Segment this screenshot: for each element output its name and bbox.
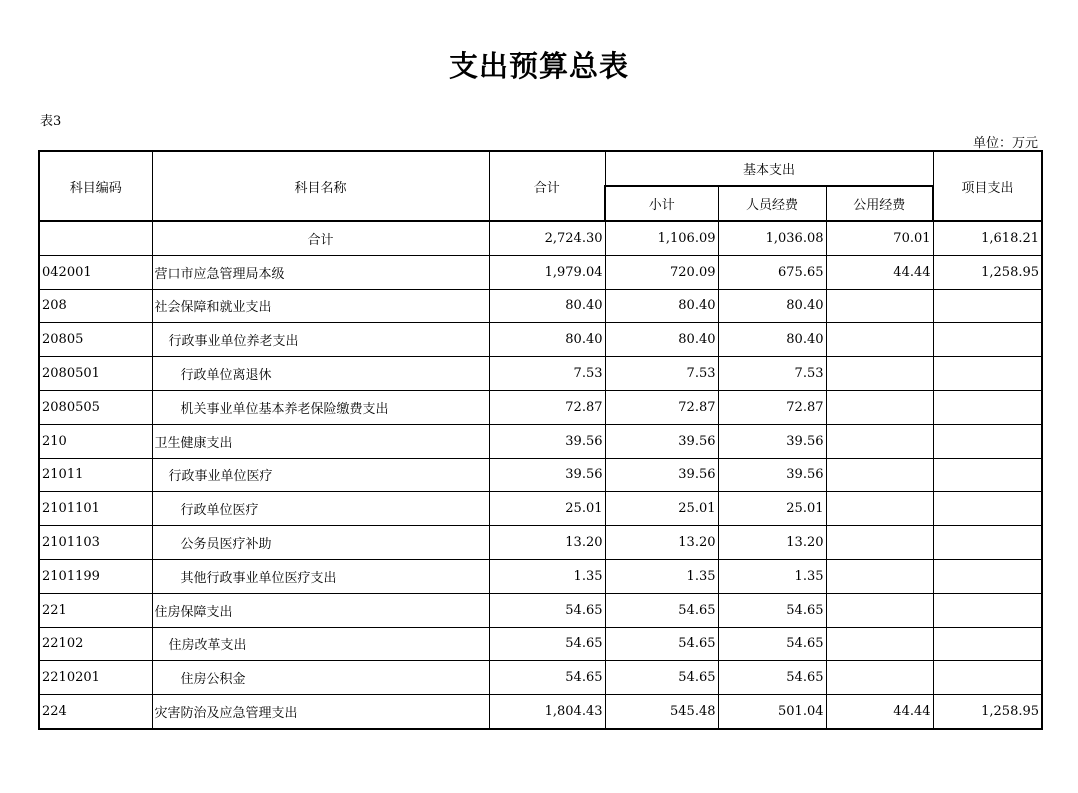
cell-code: 210 xyxy=(39,424,152,458)
table-row xyxy=(39,492,1042,526)
cell-personnel: 80.40 xyxy=(718,289,826,323)
table-row xyxy=(39,424,1042,458)
cell-public xyxy=(826,661,933,695)
table-row xyxy=(39,289,1042,323)
cell-project xyxy=(933,424,1042,458)
table-row xyxy=(39,559,1042,593)
cell-project xyxy=(933,627,1042,661)
cell-name: 公务员医疗补助 xyxy=(152,526,489,560)
cell-code: 22102 xyxy=(39,627,152,661)
table-row xyxy=(39,627,1042,661)
cell-code: 2101199 xyxy=(39,559,152,593)
table-row xyxy=(39,357,1042,391)
cell-name: 机关事业单位基本养老保险缴费支出 xyxy=(152,390,489,424)
cell-name: 其他行政事业单位医疗支出 xyxy=(152,559,489,593)
cell-total: 80.40 xyxy=(489,289,605,323)
cell-subtotal: 39.56 xyxy=(605,424,718,458)
cell-total: 7.53 xyxy=(489,357,605,391)
cell-total: 25.01 xyxy=(489,492,605,526)
cell-project xyxy=(933,458,1042,492)
cell-subtotal: 72.87 xyxy=(605,390,718,424)
header-project: 项目支出 xyxy=(933,151,1042,221)
header-public: 公用经费 xyxy=(826,186,933,221)
cell-personnel: 501.04 xyxy=(718,695,826,729)
cell-name: 卫生健康支出 xyxy=(152,424,489,458)
cell-project xyxy=(933,492,1042,526)
cell-public xyxy=(826,424,933,458)
cell-name: 营口市应急管理局本级 xyxy=(152,255,489,289)
cell-personnel: 54.65 xyxy=(718,593,826,627)
cell-name: 行政事业单位养老支出 xyxy=(152,323,489,357)
unit-label: 单位：万元 xyxy=(972,136,1038,151)
table-number: 表3 xyxy=(40,114,62,129)
table-body xyxy=(39,221,1042,729)
cell-public: 44.44 xyxy=(826,695,933,729)
cell-code: 042001 xyxy=(39,255,152,289)
cell-public xyxy=(826,526,933,560)
cell-personnel: 13.20 xyxy=(718,526,826,560)
header-total: 合计 xyxy=(489,151,605,221)
cell-subtotal: 1.35 xyxy=(605,559,718,593)
cell-total: 54.65 xyxy=(489,593,605,627)
cell-personnel: 72.87 xyxy=(718,390,826,424)
cell-public xyxy=(826,323,933,357)
cell-code: 2080505 xyxy=(39,390,152,424)
cell-project: 1,258.95 xyxy=(933,695,1042,729)
cell-personnel: 1,036.08 xyxy=(718,221,826,255)
cell-name: 社会保障和就业支出 xyxy=(152,289,489,323)
table-header xyxy=(39,151,1042,221)
cell-personnel: 54.65 xyxy=(718,661,826,695)
cell-subtotal: 25.01 xyxy=(605,492,718,526)
cell-public xyxy=(826,627,933,661)
cell-total: 80.40 xyxy=(489,323,605,357)
cell-project: 1,258.95 xyxy=(933,255,1042,289)
table-row xyxy=(39,458,1042,492)
cell-total: 1,804.43 xyxy=(489,695,605,729)
cell-code: 208 xyxy=(39,289,152,323)
table-row xyxy=(39,593,1042,627)
cell-code: 2080501 xyxy=(39,357,152,391)
cell-personnel: 25.01 xyxy=(718,492,826,526)
cell-personnel: 1.35 xyxy=(718,559,826,593)
cell-project xyxy=(933,357,1042,391)
cell-subtotal: 54.65 xyxy=(605,593,718,627)
cell-total: 39.56 xyxy=(489,458,605,492)
cell-public xyxy=(826,559,933,593)
cell-project xyxy=(933,390,1042,424)
cell-total: 1,979.04 xyxy=(489,255,605,289)
cell-code: 2101103 xyxy=(39,526,152,560)
cell-public xyxy=(826,492,933,526)
cell-name: 行政单位离退休 xyxy=(152,357,489,391)
cell-name: 住房改革支出 xyxy=(152,627,489,661)
cell-code: 2210201 xyxy=(39,661,152,695)
cell-code: 2101101 xyxy=(39,492,152,526)
cell-code xyxy=(39,221,152,255)
cell-total: 2,724.30 xyxy=(489,221,605,255)
cell-subtotal: 1,106.09 xyxy=(605,221,718,255)
cell-project xyxy=(933,661,1042,695)
cell-subtotal: 54.65 xyxy=(605,661,718,695)
table-row xyxy=(39,390,1042,424)
cell-public: 44.44 xyxy=(826,255,933,289)
cell-total: 72.87 xyxy=(489,390,605,424)
cell-subtotal: 13.20 xyxy=(605,526,718,560)
table-row xyxy=(39,526,1042,560)
cell-public xyxy=(826,593,933,627)
cell-personnel: 39.56 xyxy=(718,424,826,458)
page-title: 支出预算总表 xyxy=(448,49,629,83)
cell-name: 住房保障支出 xyxy=(152,593,489,627)
cell-name: 行政事业单位医疗 xyxy=(152,458,489,492)
cell-subtotal: 54.65 xyxy=(605,627,718,661)
cell-project xyxy=(933,559,1042,593)
cell-public xyxy=(826,357,933,391)
table-row xyxy=(39,661,1042,695)
cell-project xyxy=(933,593,1042,627)
cell-subtotal: 720.09 xyxy=(605,255,718,289)
cell-total: 1.35 xyxy=(489,559,605,593)
cell-code: 20805 xyxy=(39,323,152,357)
cell-subtotal: 39.56 xyxy=(605,458,718,492)
table-row xyxy=(39,695,1042,729)
cell-project xyxy=(933,323,1042,357)
cell-personnel: 54.65 xyxy=(718,627,826,661)
cell-project xyxy=(933,526,1042,560)
cell-name: 合计 xyxy=(152,221,489,255)
cell-name: 行政单位医疗 xyxy=(152,492,489,526)
cell-public xyxy=(826,390,933,424)
cell-total: 13.20 xyxy=(489,526,605,560)
cell-public xyxy=(826,458,933,492)
budget-table xyxy=(38,150,1043,730)
cell-total: 39.56 xyxy=(489,424,605,458)
cell-project xyxy=(933,289,1042,323)
cell-project: 1,618.21 xyxy=(933,221,1042,255)
header-code: 科目编码 xyxy=(39,151,152,221)
header-personnel: 人员经费 xyxy=(718,186,826,221)
cell-total: 54.65 xyxy=(489,661,605,695)
cell-subtotal: 80.40 xyxy=(605,323,718,357)
cell-personnel: 7.53 xyxy=(718,357,826,391)
cell-public xyxy=(826,289,933,323)
header-subtotal: 小计 xyxy=(605,186,718,221)
cell-code: 224 xyxy=(39,695,152,729)
cell-code: 21011 xyxy=(39,458,152,492)
cell-name: 住房公积金 xyxy=(152,661,489,695)
table-row xyxy=(39,255,1042,289)
cell-personnel: 39.56 xyxy=(718,458,826,492)
cell-subtotal: 80.40 xyxy=(605,289,718,323)
cell-subtotal: 545.48 xyxy=(605,695,718,729)
header-basic: 基本支出 xyxy=(605,151,933,186)
cell-personnel: 80.40 xyxy=(718,323,826,357)
cell-public: 70.01 xyxy=(826,221,933,255)
header-name: 科目名称 xyxy=(152,151,489,221)
cell-total: 54.65 xyxy=(489,627,605,661)
table-row xyxy=(39,221,1042,255)
cell-subtotal: 7.53 xyxy=(605,357,718,391)
cell-personnel: 675.65 xyxy=(718,255,826,289)
cell-name: 灾害防治及应急管理支出 xyxy=(152,695,489,729)
cell-code: 221 xyxy=(39,593,152,627)
table-row xyxy=(39,323,1042,357)
